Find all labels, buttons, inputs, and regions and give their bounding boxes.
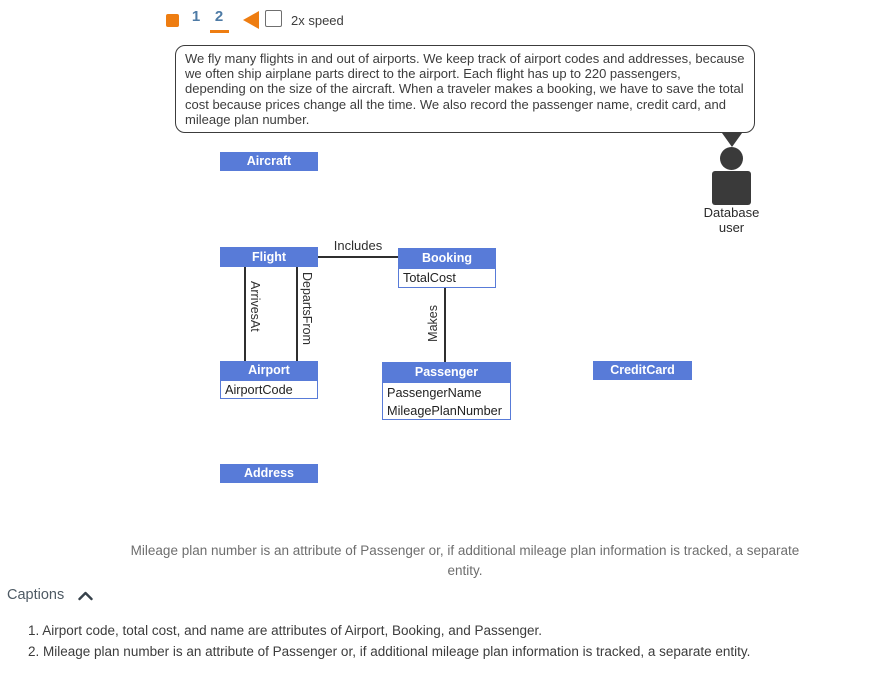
entity-aircraft: Aircraft xyxy=(220,152,318,171)
relationship-line-makes xyxy=(444,288,446,362)
person-icon-body xyxy=(712,171,751,205)
step-back-icon[interactable] xyxy=(243,11,259,29)
entity-address: Address xyxy=(220,464,318,483)
step-caption: Mileage plan number is an attribute of Passenger or, if additional mileage plan information is tracked, a separate entity. xyxy=(130,543,800,578)
current-step-indicator xyxy=(210,30,229,33)
entity-airport: Airport xyxy=(220,361,318,380)
relationship-line-departsfrom xyxy=(296,267,298,361)
attribute-airportcode: AirportCode xyxy=(220,380,318,399)
entity-passenger: Passenger xyxy=(382,362,511,382)
relationship-line-includes xyxy=(318,256,398,258)
step-button-2[interactable]: 2 xyxy=(214,8,224,25)
person-icon xyxy=(720,147,743,170)
entity-creditcard: CreditCard xyxy=(593,361,692,380)
step-button-1[interactable]: 1 xyxy=(191,8,201,25)
attribute-passengername: PassengerName xyxy=(387,386,482,400)
chevron-up-icon xyxy=(78,591,93,601)
captions-toggle[interactable] xyxy=(7,587,93,603)
captions-toggle-label: Captions xyxy=(7,587,65,603)
relationship-label-makes: Makes xyxy=(426,305,440,342)
relationship-label-arrivesat: ArrivesAt xyxy=(248,281,262,332)
relationship-label-includes: Includes xyxy=(333,238,383,253)
narration-bubble: We fly many flights in and out of airports. We keep track of airport codes and addresses, because we often ship airplane parts direct to the airport. Each flight has up to 220 passengers, depending on the size of the aircraft. When a traveler makes a booking, we have to save the total cost because prices change all the time. We also record the passenger name, credit card, and mileage plan number. xyxy=(175,45,755,133)
entity-booking: Booking xyxy=(398,248,496,268)
attribute-mileageplannumber: MileagePlanNumber xyxy=(387,404,502,418)
caption-list-item: 2. Mileage plan number is an attribute of Passenger or, if additional mileage plan information is tracked, a separate entity. xyxy=(28,644,751,659)
speed-checkbox[interactable] xyxy=(265,10,282,27)
entity-flight: Flight xyxy=(220,247,318,267)
caption-list-item: 1. Airport code, total cost, and name are attributes of Airport, Booking, and Passenger. xyxy=(28,623,543,638)
relationship-line-arrivesat xyxy=(244,267,246,361)
stop-icon[interactable] xyxy=(166,14,179,27)
database-user-label: Database user xyxy=(703,205,760,235)
relationship-label-departsfrom: DepartsFrom xyxy=(300,272,314,345)
attribute-list-passenger xyxy=(382,382,511,420)
speed-checkbox-label[interactable]: 2x speed xyxy=(291,13,344,28)
attribute-totalcost: TotalCost xyxy=(398,268,496,288)
speech-bubble-tail xyxy=(722,133,742,147)
